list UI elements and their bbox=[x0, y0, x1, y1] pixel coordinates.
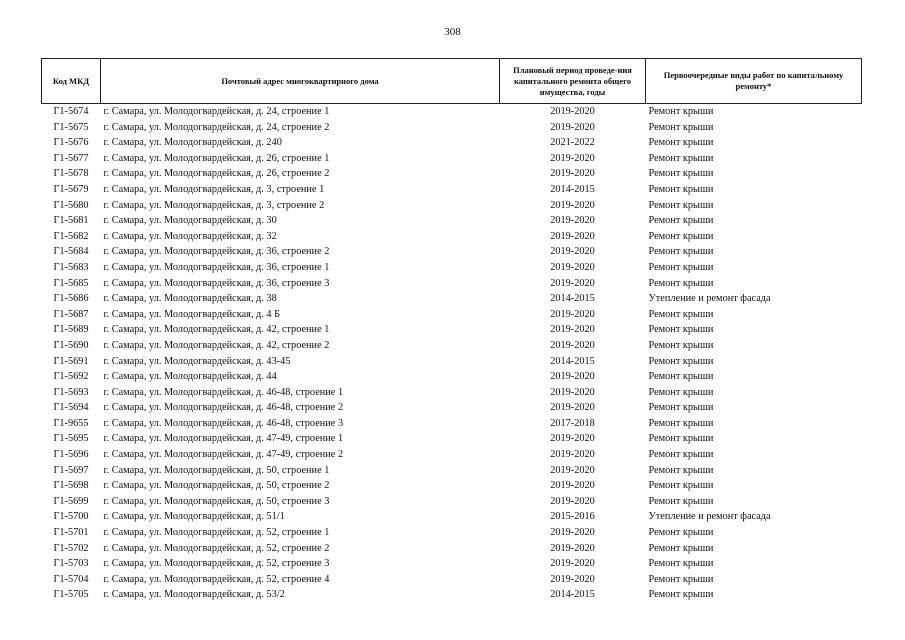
address-cell: г. Самара, ул. Молодогвардейская, д. 43-45 bbox=[103, 355, 291, 367]
building-code-cell: Г1-5686 bbox=[53, 293, 89, 305]
period-cell: 2019-2020 bbox=[550, 558, 595, 570]
works-cell: Ремонт крыши bbox=[648, 183, 714, 195]
table-row bbox=[42, 338, 862, 354]
building-code-cell: Г1-5698 bbox=[53, 480, 89, 492]
works-cell: Ремонт крыши bbox=[648, 121, 714, 133]
building-code-cell: Г1-5701 bbox=[53, 527, 89, 539]
works-cell: Ремонт крыши bbox=[648, 464, 714, 476]
building-code-cell: Г1-5674 bbox=[53, 106, 89, 117]
period-cell: 2019-2020 bbox=[550, 464, 595, 476]
works-cell: Ремонт крыши bbox=[648, 199, 714, 211]
table-row bbox=[42, 463, 862, 479]
period-cell: 2019-2020 bbox=[550, 246, 595, 258]
period-cell: 2019-2020 bbox=[550, 277, 595, 289]
table-row bbox=[42, 494, 862, 510]
period-cell: 2019-2020 bbox=[550, 168, 595, 180]
building-code-cell: Г1-5693 bbox=[53, 386, 89, 398]
building-code-cell: Г1-5705 bbox=[53, 589, 89, 601]
works-cell: Ремонт крыши bbox=[648, 495, 714, 507]
works-cell: Ремонт крыши bbox=[648, 106, 714, 117]
period-cell: 2019-2020 bbox=[550, 527, 595, 539]
address-cell: г. Самара, ул. Молодогвардейская, д. 53/2 bbox=[103, 589, 285, 601]
page-number: 308 bbox=[444, 26, 461, 38]
address-cell: г. Самара, ул. Молодогвардейская, д. 32 bbox=[103, 230, 277, 242]
building-code-cell: Г1-5676 bbox=[53, 137, 89, 149]
works-cell: Ремонт крыши bbox=[648, 230, 714, 242]
address-cell: г. Самара, ул. Молодогвардейская, д. 52, строение 3 bbox=[103, 558, 330, 570]
building-code-cell: Г1-5704 bbox=[53, 573, 89, 585]
address-cell: г. Самара, ул. Молодогвардейская, д. 240 bbox=[103, 137, 282, 149]
address-cell: г. Самара, ул. Молодогвардейская, д. 44 bbox=[103, 371, 277, 383]
table-row bbox=[42, 198, 862, 214]
address-cell: г. Самара, ул. Молодогвардейская, д. 50, строение 1 bbox=[103, 464, 330, 476]
building-code-cell: Г1-5684 bbox=[53, 246, 89, 258]
building-code-cell: Г1-5683 bbox=[53, 261, 89, 273]
building-code-cell: Г1-5679 bbox=[53, 183, 89, 195]
table-row bbox=[42, 416, 862, 432]
building-code-cell: Г1-5702 bbox=[53, 542, 89, 554]
header-code: Код МКД bbox=[42, 59, 101, 104]
table-row bbox=[42, 120, 862, 136]
building-code-cell: Г1-5681 bbox=[53, 215, 89, 227]
works-cell: Ремонт крыши bbox=[648, 137, 714, 149]
works-cell: Ремонт крыши bbox=[648, 371, 714, 383]
works-cell: Ремонт крыши bbox=[648, 215, 714, 227]
address-cell: г. Самара, ул. Молодогвардейская, д. 46-48, строение 1 bbox=[103, 386, 344, 398]
period-cell: 2019-2020 bbox=[550, 402, 595, 414]
building-code-cell: Г1-5680 bbox=[53, 199, 89, 211]
period-cell: 2014-2015 bbox=[550, 589, 595, 601]
works-cell: Ремонт крыши bbox=[648, 417, 714, 429]
period-cell: 2019-2020 bbox=[550, 199, 595, 211]
table-row bbox=[42, 307, 862, 323]
period-cell: 2019-2020 bbox=[550, 215, 595, 227]
address-cell: г. Самара, ул. Молодогвардейская, д. 46-48, строение 3 bbox=[103, 417, 344, 429]
works-cell: Ремонт крыши bbox=[648, 573, 714, 585]
period-cell: 2019-2020 bbox=[550, 339, 595, 351]
period-cell: 2019-2020 bbox=[550, 495, 595, 507]
building-code-cell: Г1-5678 bbox=[53, 168, 89, 180]
address-cell: г. Самара, ул. Молодогвардейская, д. 51/1 bbox=[103, 511, 285, 523]
works-cell: Ремонт крыши bbox=[648, 152, 714, 164]
building-code-cell: Г1-5703 bbox=[53, 558, 89, 570]
header-period: Плановый период проведе-ния капитального ремонта общего имущества, годы bbox=[500, 59, 646, 104]
table-row bbox=[42, 182, 862, 198]
works-cell: Ремонт крыши bbox=[648, 246, 714, 258]
table-body bbox=[42, 104, 862, 604]
building-code-cell: Г1-5687 bbox=[53, 308, 89, 320]
building-code-cell: Г1-5677 bbox=[53, 152, 89, 164]
works-cell: Ремонт крыши bbox=[648, 168, 714, 180]
period-cell: 2019-2020 bbox=[550, 449, 595, 461]
table-row bbox=[42, 447, 862, 463]
period-cell: 2019-2020 bbox=[550, 573, 595, 585]
works-cell: Ремонт крыши bbox=[648, 402, 714, 414]
table-row bbox=[42, 509, 862, 525]
address-cell: г. Самара, ул. Молодогвардейская, д. 50, строение 3 bbox=[103, 495, 330, 507]
address-cell: г. Самара, ул. Молодогвардейская, д. 52, строение 4 bbox=[103, 573, 330, 585]
address-cell: г. Самара, ул. Молодогвардейская, д. 30 bbox=[103, 215, 277, 227]
period-cell: 2019-2020 bbox=[550, 106, 595, 117]
address-cell: г. Самара, ул. Молодогвардейская, д. 47-49, строение 2 bbox=[103, 449, 344, 461]
works-cell: Ремонт крыши bbox=[648, 277, 714, 289]
works-cell: Утепление и ремонт фасада bbox=[648, 293, 771, 305]
works-cell: Ремонт крыши bbox=[648, 527, 714, 539]
table-row bbox=[42, 151, 862, 167]
period-cell: 2019-2020 bbox=[550, 261, 595, 273]
table-row bbox=[42, 213, 862, 229]
building-code-cell: Г1-5694 bbox=[53, 402, 89, 414]
period-cell: 2017-2018 bbox=[550, 417, 595, 429]
table-row bbox=[42, 400, 862, 416]
address-cell: г. Самара, ул. Молодогвардейская, д. 3, строение 1 bbox=[103, 183, 325, 195]
table-row bbox=[42, 369, 862, 385]
period-cell: 2019-2020 bbox=[550, 386, 595, 398]
building-code-cell: Г1-5692 bbox=[53, 371, 89, 383]
period-cell: 2019-2020 bbox=[550, 371, 595, 383]
address-cell: г. Самара, ул. Молодогвардейская, д. 38 bbox=[103, 293, 277, 305]
building-code-cell: Г1-5675 bbox=[53, 121, 89, 133]
table-row bbox=[42, 556, 862, 572]
table-row bbox=[42, 478, 862, 494]
building-code-cell: Г1-5695 bbox=[53, 433, 89, 445]
address-cell: г. Самара, ул. Молодогвардейская, д. 26, строение 1 bbox=[103, 152, 330, 164]
address-cell: г. Самара, ул. Молодогвардейская, д. 24, строение 2 bbox=[103, 121, 330, 133]
works-cell: Ремонт крыши bbox=[648, 324, 714, 336]
address-cell: г. Самара, ул. Молодогвардейская, д. 46-48, строение 2 bbox=[103, 402, 344, 414]
address-cell: г. Самара, ул. Молодогвардейская, д. 36, строение 1 bbox=[103, 261, 330, 273]
works-cell: Ремонт крыши bbox=[648, 558, 714, 570]
works-cell: Ремонт крыши bbox=[648, 433, 714, 445]
address-cell: г. Самара, ул. Молодогвардейская, д. 24, строение 1 bbox=[103, 106, 330, 117]
period-cell: 2019-2020 bbox=[550, 542, 595, 554]
works-cell: Ремонт крыши bbox=[648, 261, 714, 273]
building-code-cell: Г1-9655 bbox=[53, 417, 89, 429]
table-row bbox=[42, 431, 862, 447]
works-cell: Ремонт крыши bbox=[648, 589, 714, 601]
address-cell: г. Самара, ул. Молодогвардейская, д. 50, строение 2 bbox=[103, 480, 330, 492]
repair-schedule-table bbox=[41, 58, 862, 603]
table-row bbox=[42, 354, 862, 370]
building-code-cell: Г1-5697 bbox=[53, 464, 89, 476]
header-row bbox=[42, 59, 862, 104]
period-cell: 2019-2020 bbox=[550, 324, 595, 336]
table-row bbox=[42, 385, 862, 401]
address-cell: г. Самара, ул. Молодогвардейская, д. 36, строение 3 bbox=[103, 277, 330, 289]
period-cell: 2021-2022 bbox=[550, 137, 595, 149]
period-cell: 2014-2015 bbox=[550, 183, 595, 195]
building-code-cell: Г1-5685 bbox=[53, 277, 89, 289]
works-cell: Утепление и ремонт фасада bbox=[648, 511, 771, 523]
period-cell: 2019-2020 bbox=[550, 433, 595, 445]
period-cell: 2019-2020 bbox=[550, 152, 595, 164]
building-code-cell: Г1-5690 bbox=[53, 339, 89, 351]
header-works: Первоочередные виды работ по капитальному ремонту* bbox=[646, 59, 862, 104]
works-cell: Ремонт крыши bbox=[648, 449, 714, 461]
table-row bbox=[42, 587, 862, 603]
building-code-cell: Г1-5699 bbox=[53, 495, 89, 507]
address-cell: г. Самара, ул. Молодогвардейская, д. 26, строение 2 bbox=[103, 168, 330, 180]
building-code-cell: Г1-5696 bbox=[53, 449, 89, 461]
table-row bbox=[42, 276, 862, 292]
works-cell: Ремонт крыши bbox=[648, 308, 714, 320]
table-row bbox=[42, 541, 862, 557]
table-row bbox=[42, 166, 862, 182]
table-row bbox=[42, 229, 862, 245]
works-cell: Ремонт крыши bbox=[648, 355, 714, 367]
address-cell: г. Самара, ул. Молодогвардейская, д. 42, строение 2 bbox=[103, 339, 330, 351]
table-row bbox=[42, 322, 862, 338]
period-cell: 2019-2020 bbox=[550, 230, 595, 242]
table-row bbox=[42, 525, 862, 541]
table-row bbox=[42, 260, 862, 276]
period-cell: 2019-2020 bbox=[550, 308, 595, 320]
table-row bbox=[42, 135, 862, 151]
building-code-cell: Г1-5700 bbox=[53, 511, 89, 523]
table-row bbox=[42, 291, 862, 307]
period-cell: 2019-2020 bbox=[550, 480, 595, 492]
period-cell: 2014-2015 bbox=[550, 355, 595, 367]
building-code-cell: Г1-5689 bbox=[53, 324, 89, 336]
address-cell: г. Самара, ул. Молодогвардейская, д. 42, строение 1 bbox=[103, 324, 330, 336]
table-row bbox=[42, 244, 862, 260]
period-cell: 2015-2016 bbox=[550, 511, 595, 523]
address-cell: г. Самара, ул. Молодогвардейская, д. 4 Б bbox=[103, 308, 281, 320]
building-code-cell: Г1-5682 bbox=[53, 230, 89, 242]
works-cell: Ремонт крыши bbox=[648, 542, 714, 554]
works-cell: Ремонт крыши bbox=[648, 339, 714, 351]
table-row bbox=[42, 104, 862, 120]
address-cell: г. Самара, ул. Молодогвардейская, д. 3, строение 2 bbox=[103, 199, 325, 211]
address-cell: г. Самара, ул. Молодогвардейская, д. 52, строение 1 bbox=[103, 527, 330, 539]
period-cell: 2019-2020 bbox=[550, 121, 595, 133]
address-cell: г. Самара, ул. Молодогвардейская, д. 52, строение 2 bbox=[103, 542, 330, 554]
address-cell: г. Самара, ул. Молодогвардейская, д. 36, строение 2 bbox=[103, 246, 330, 258]
period-cell: 2014-2015 bbox=[550, 293, 595, 305]
building-code-cell: Г1-5691 bbox=[53, 355, 89, 367]
header-address: Почтовый адрес многоквартирного дома bbox=[101, 59, 500, 104]
works-cell: Ремонт крыши bbox=[648, 386, 714, 398]
table-header bbox=[42, 59, 862, 104]
address-cell: г. Самара, ул. Молодогвардейская, д. 47-49, строение 1 bbox=[103, 433, 344, 445]
table-row bbox=[42, 572, 862, 588]
works-cell: Ремонт крыши bbox=[648, 480, 714, 492]
